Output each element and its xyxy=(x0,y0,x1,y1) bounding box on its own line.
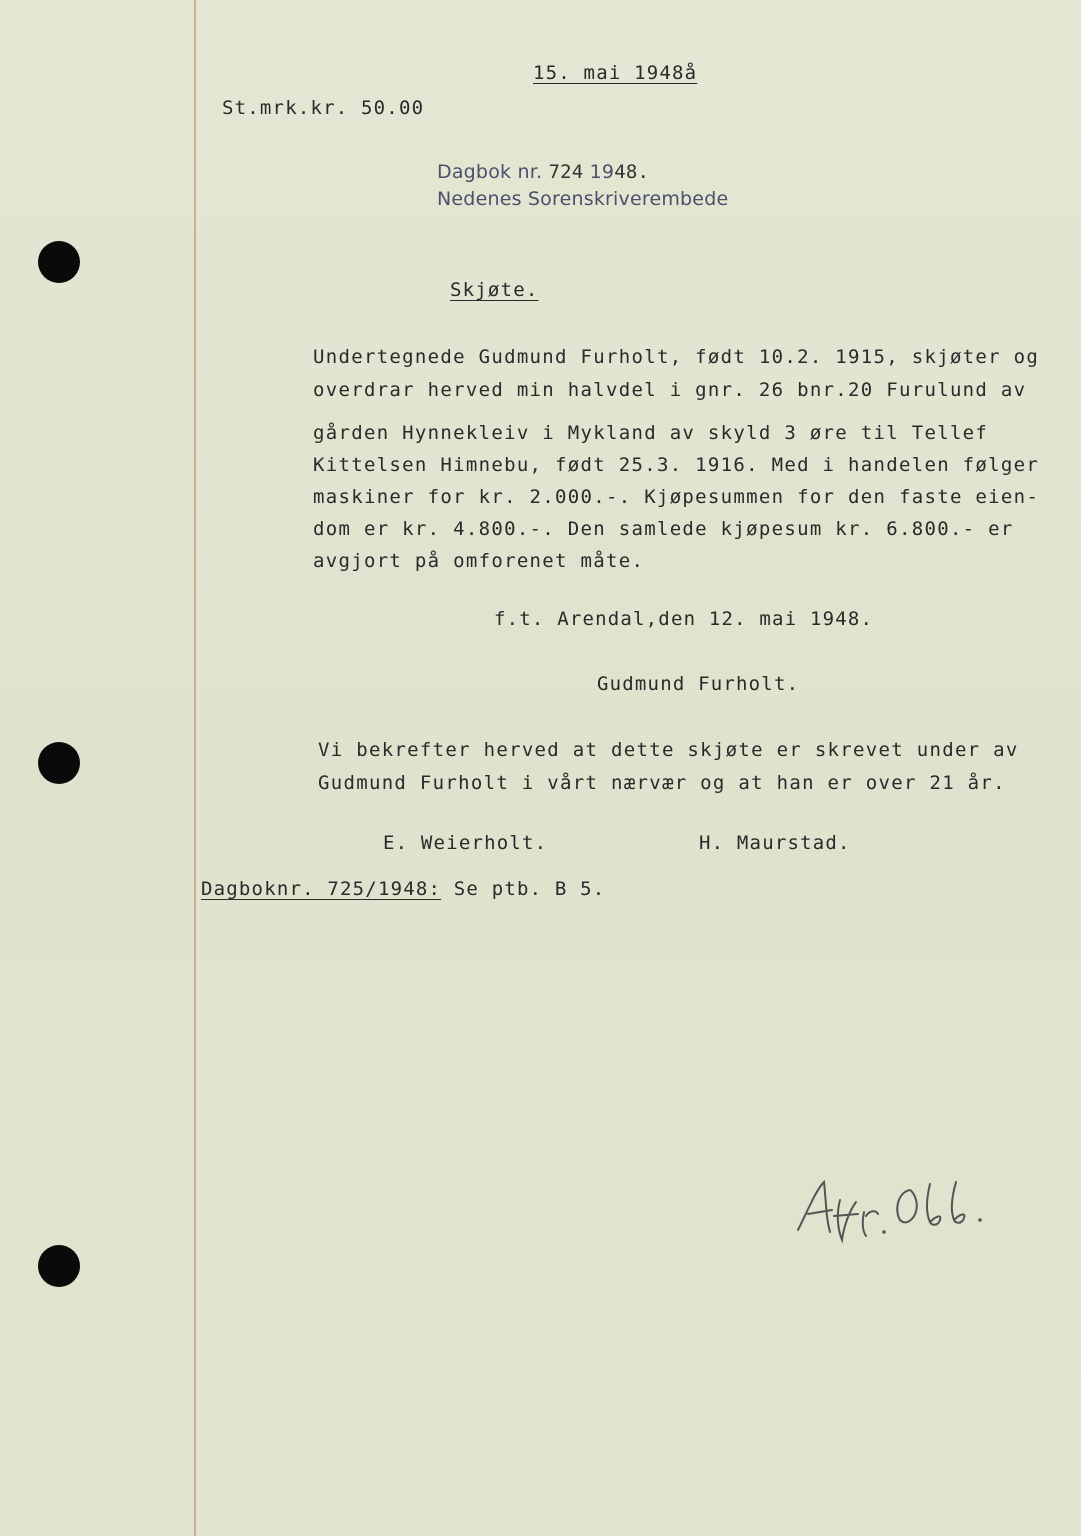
next-entry-label: Dagboknr. 725/1948: xyxy=(201,878,442,900)
signer-name: Gudmund Furholt. xyxy=(597,673,800,695)
body-paragraph-1 xyxy=(313,341,1043,407)
punch-hole-middle xyxy=(38,742,80,784)
stamp-duty: St.mrk.kr. 50.00 xyxy=(222,97,425,119)
punch-hole-top xyxy=(38,241,80,283)
body-line: avgjort på omforenet måte. xyxy=(313,550,645,572)
document-date: 15. mai 1948å xyxy=(533,62,698,84)
body-line: Kittelsen Himnebu, født 25.3. 1916. Med i handelen følger xyxy=(313,454,1040,476)
body-line: gården Hynnekleiv i Mykland av skyld 3 øre til Tellef xyxy=(313,422,989,444)
office-stamp: Nedenes Sorenskriverembede xyxy=(437,188,729,210)
handwritten-note-signature xyxy=(790,1170,1000,1260)
witness-line: Gudmund Furholt i vårt nærvær og at han er over 21 år. xyxy=(318,772,1006,794)
dagbok-year-prefix: 19 xyxy=(589,161,615,183)
body-line: dom er kr. 4.800.-. Den samlede kjøpesum kr. 6.800.- er xyxy=(313,518,1014,540)
body-line: maskiner for kr. 2.000.-. Kjøpesummen for den faste eien- xyxy=(313,486,1040,508)
witness-1: E. Weierholt. xyxy=(383,832,548,854)
witness-paragraph xyxy=(318,734,1048,800)
punch-hole-bottom xyxy=(38,1245,80,1287)
dagbok-stamp xyxy=(437,161,649,183)
body-line: overdrar herved min halvdel i gnr. 26 bnr.20 Furulund av xyxy=(313,379,1027,401)
dagbok-label: Dagbok nr. xyxy=(437,161,543,183)
dagbok-number: 724 xyxy=(548,161,584,183)
witness-2: H. Maurstad. xyxy=(699,832,851,854)
body-paragraph-2 xyxy=(313,417,1043,577)
body-line: Undertegnede Gudmund Furholt, født 10.2. 1915, skjøter og xyxy=(313,346,1040,368)
place-date: f.t. Arendal,den 12. mai 1948. xyxy=(494,608,874,630)
next-entry xyxy=(201,878,605,900)
next-entry-ref: Se ptb. B 5. xyxy=(441,878,606,900)
margin-line xyxy=(194,0,196,1536)
dagbok-year-suffix: 48. xyxy=(614,161,650,183)
document-title: Skjøte. xyxy=(450,279,539,301)
witness-line: Vi bekrefter herved at dette skjøte er skrevet under av xyxy=(318,739,1019,761)
